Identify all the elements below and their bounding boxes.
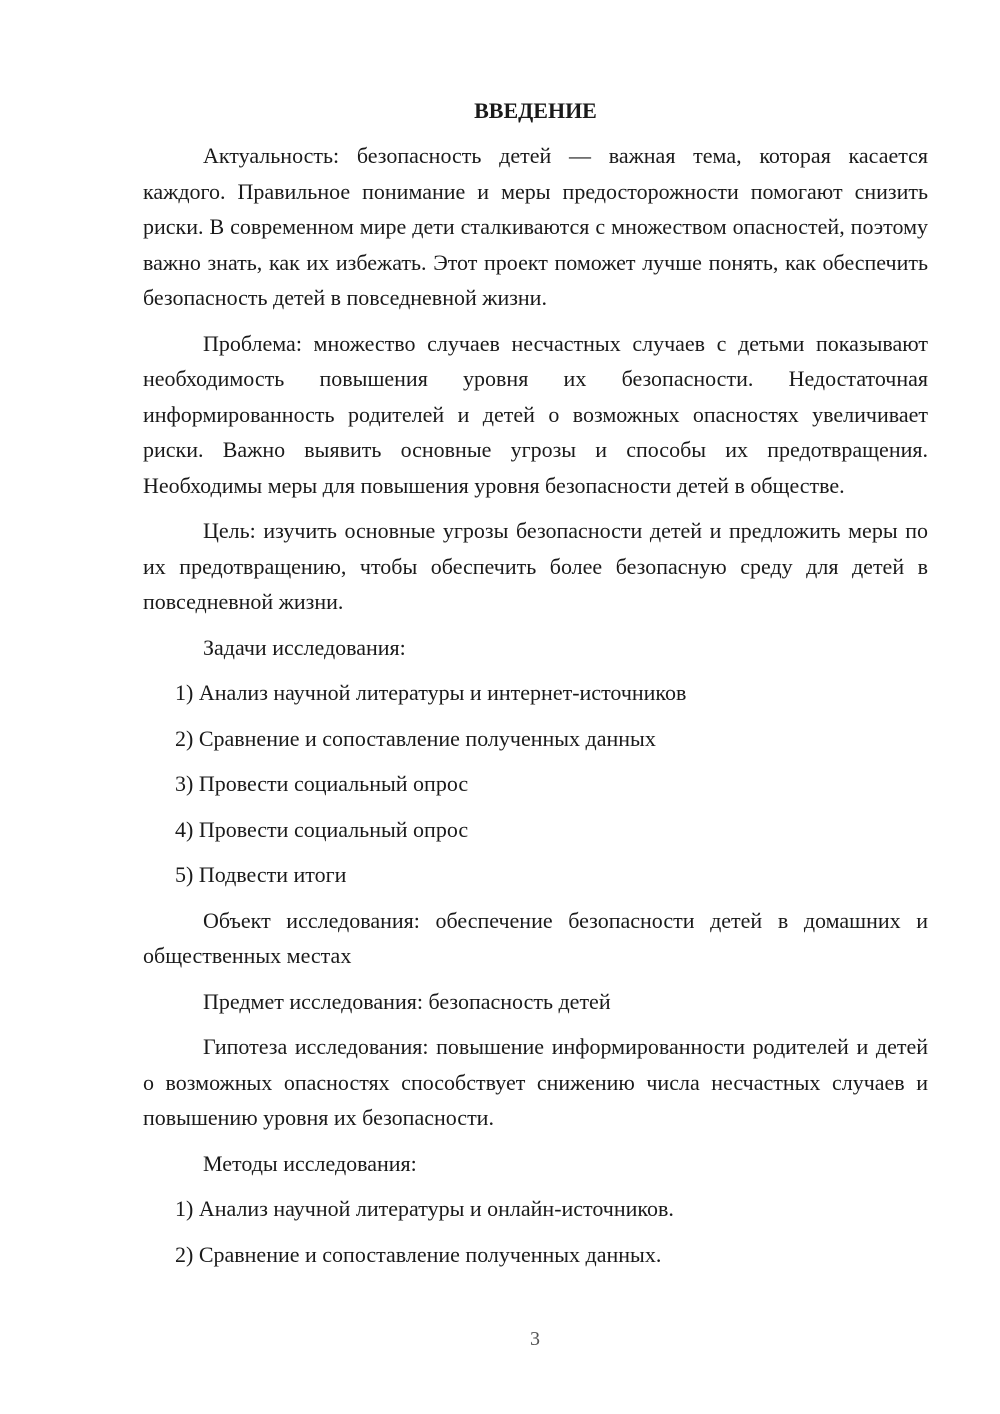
object-paragraph: Объект исследования: обеспечение безопасности детей в домашних и общественных местах (143, 907, 928, 968)
list-item: 1) Анализ научной литературы и интернет-источников (175, 680, 687, 705)
document-body (143, 93, 928, 1282)
list-item: 4) Провести социальный опрос (175, 816, 469, 842)
list-item: 1) Анализ научной литературы и онлайн-источников. (175, 1196, 674, 1221)
methods-list (143, 1191, 928, 1272)
page-number: 3 (530, 1328, 540, 1350)
tasks-list (143, 675, 928, 893)
list-item: 2) Сравнение и сопоставление полученных данных (175, 725, 656, 751)
list-item: 2) Сравнение и сопоставление полученных данных. (175, 1241, 662, 1267)
hypothesis-paragraph: Гипотеза исследования: повышение информированности родителей и детей о возможных опасностях способствует снижению числа несчастных случаев и повышению уровня их безопасности. (143, 1034, 928, 1130)
goal-paragraph: Цель: изучить основные угрозы безопасности детей и предложить меры по их предотвращению, чтобы обеспечить более безопасную среду для детей в повседневной жизни. (143, 518, 928, 614)
list-item: 3) Провести социальный опрос (175, 771, 469, 796)
subject-paragraph: Предмет исследования: безопасность детей (203, 988, 611, 1014)
relevance-paragraph: Актуальность: безопасность детей — важная тема, которая касается каждого. Правильное понимание и меры предосторожности помогают снизить риски. В современном мире дети сталкиваются с множеством опасностей, поэтому важно знать, как их избежать. Этот проект поможет лучше понять, как обеспечить безопасность детей в повседневной жизни. (143, 143, 928, 310)
page-title: ВВЕДЕНИЕ (474, 98, 597, 123)
problem-paragraph: Проблема: множество случаев несчастных случаев с детьми показывают необходимость повышения уровня их безопасности. Недостаточная информированность родителей и детей о возможных опасностях увеличивает риски. Важно выявить основные угрозы и способы их предотвращения. Необходимы меры для повышения уровня безопасности детей в обществе. (143, 330, 928, 498)
methods-heading: Методы исследования: (203, 1150, 417, 1176)
tasks-heading: Задачи исследования: (203, 634, 406, 660)
list-item: 5) Подвести итоги (175, 862, 347, 887)
